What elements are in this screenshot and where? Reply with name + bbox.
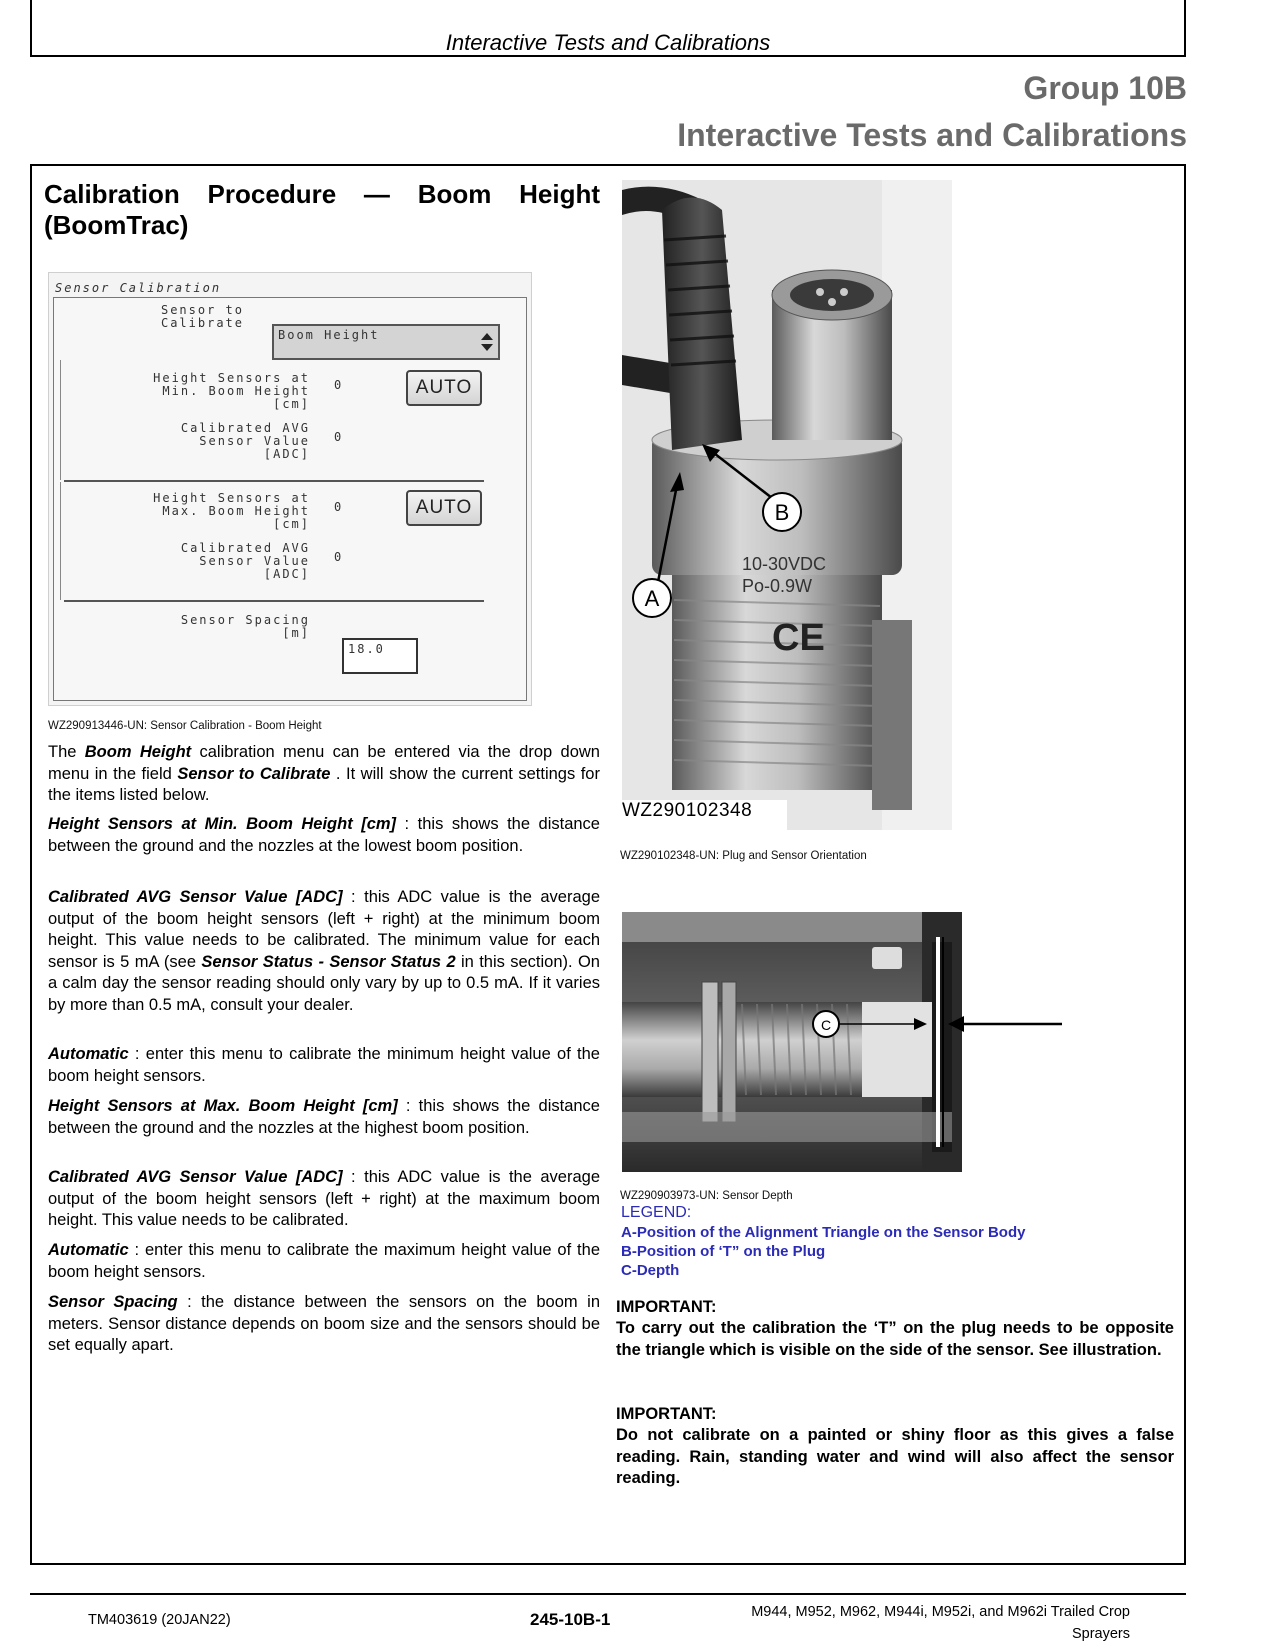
text: : this shows the distance between the ground and the nozzles at the lowest boom position. bbox=[48, 815, 600, 855]
footer-rule bbox=[30, 1593, 1186, 1595]
reference: Sensor Status - Sensor Status 2 bbox=[201, 952, 456, 971]
callout-b-label: B bbox=[774, 500, 790, 525]
section-bracket bbox=[60, 360, 65, 480]
dropdown-label bbox=[14, 304, 244, 330]
up-down-arrow-icon bbox=[480, 332, 494, 352]
screen-title: Sensor Calibration bbox=[55, 281, 222, 295]
term: Height Sensors at Max. Boom Height [cm] bbox=[48, 1097, 398, 1115]
text: calibration menu can be entered via the drop down menu in the field bbox=[48, 743, 600, 783]
max-avg-label-unit: [ADC] bbox=[263, 567, 310, 581]
callout-a-label: A bbox=[644, 586, 660, 611]
text: : this ADC value is the average output of the boom height sensors (left + right) at the maximum boom height. This value needs to be calibrated. bbox=[48, 1168, 600, 1229]
min-height-label-line1: Height Sensors at bbox=[153, 371, 310, 385]
voltage-label: 10-30VDC bbox=[742, 554, 827, 574]
screen-inner-panel bbox=[53, 297, 527, 701]
min-avg-label bbox=[80, 422, 310, 461]
max-avg-label-line2: Sensor Value bbox=[199, 554, 310, 568]
min-avg-value: 0 bbox=[334, 430, 344, 444]
important-text-2: Do not calibrate on a painted or shiny floor as this gives a false reading. Rain, standing water and wind will also affect the sensor reading. bbox=[616, 1426, 1174, 1487]
sensor-spacing-value: 18.0 bbox=[348, 642, 385, 656]
legend-item-a: A-Position of the Alignment Triangle on the Sensor Body bbox=[621, 1224, 1026, 1241]
dropdown-label-line2: Calibrate bbox=[160, 316, 244, 330]
term: Calibrated AVG Sensor Value [ADC] bbox=[48, 888, 343, 906]
photo2-caption: WZ290903973-UN: Sensor Depth bbox=[620, 1190, 793, 1202]
important-label-2: IMPORTANT: bbox=[616, 1405, 717, 1423]
dropdown-label-line1: Sensor to bbox=[160, 303, 244, 317]
footer-page-number: 245-10B-1 bbox=[530, 1610, 611, 1629]
sensor-spacing-input[interactable] bbox=[342, 638, 418, 674]
callout-c-label: C bbox=[820, 1017, 832, 1033]
paragraph-min-height bbox=[48, 814, 600, 857]
text: : this ADC value is the average output of the boom height sensors (left + right) at the minimum boom height. This value needs to be calibrated. The minimum value for each sensor is 5 mA (see bbox=[48, 888, 600, 971]
max-height-label-unit: [cm] bbox=[273, 517, 310, 531]
sensor-select-dropdown[interactable] bbox=[272, 324, 500, 360]
paragraph-max-height bbox=[48, 1096, 600, 1139]
text: : enter this menu to calibrate the maximum height value of the boom height sensors. bbox=[48, 1241, 600, 1281]
callout-c bbox=[813, 1011, 839, 1037]
sensor-depth-photo bbox=[622, 912, 1087, 1177]
term: Calibrated AVG Sensor Value [ADC] bbox=[48, 1168, 343, 1186]
separator bbox=[64, 480, 484, 482]
min-height-value: 0 bbox=[334, 378, 344, 392]
text: : this shows the distance between the ground and the nozzles at the highest boom position. bbox=[48, 1097, 600, 1137]
legend-item-c: C-Depth bbox=[621, 1262, 680, 1279]
min-height-label-unit: [cm] bbox=[273, 397, 310, 411]
plug-sensor-photo bbox=[622, 180, 952, 830]
group-number: Group 10B bbox=[1023, 70, 1187, 106]
photo1-caption: WZ290102348-UN: Plug and Sensor Orientation bbox=[620, 850, 867, 862]
important-text-1: To carry out the calibration the ‘T” on the plug needs to be opposite the triangle which is visible on the side of the sensor. See illustration. bbox=[616, 1319, 1174, 1359]
section-title-line2: (BoomTrac) bbox=[44, 210, 189, 240]
legend-item-b: B-Position of ‘T” on the Plug bbox=[621, 1243, 826, 1260]
max-height-value: 0 bbox=[334, 500, 344, 514]
footer-model-line1: M944, M952, M962, M944i, M952i, and M962i Trailed Crop bbox=[751, 1604, 1130, 1620]
term: Automatic bbox=[48, 1045, 129, 1063]
auto-min-button[interactable]: AUTO bbox=[406, 370, 482, 406]
max-height-label bbox=[80, 492, 310, 531]
power-label: Po-0.9W bbox=[742, 576, 813, 596]
text: The bbox=[48, 743, 85, 761]
separator bbox=[64, 600, 484, 602]
max-avg-label bbox=[80, 542, 310, 581]
legend-title: LEGEND: bbox=[621, 1204, 692, 1221]
group-title: Interactive Tests and Calibrations bbox=[677, 117, 1187, 153]
paragraph-sensor-spacing bbox=[48, 1292, 600, 1357]
dropdown-value: Boom Height bbox=[278, 328, 380, 342]
min-avg-label-line2: Sensor Value bbox=[199, 434, 310, 448]
min-avg-label-unit: [ADC] bbox=[263, 447, 310, 461]
sensor-spacing-label bbox=[80, 614, 310, 640]
screen-caption: WZ290913446-UN: Sensor Calibration - Boom Height bbox=[48, 720, 322, 732]
text: in this section). On a calm day the sensor reading should only vary by up to 0.5 mA. If it varies by more than 0.5 mA, consult your dealer. bbox=[48, 952, 600, 1014]
paragraph-intro bbox=[48, 742, 600, 807]
sensor-calibration-screen bbox=[48, 272, 532, 706]
ce-mark: CE bbox=[772, 617, 825, 659]
term: Boom Height bbox=[84, 743, 192, 761]
section-bracket bbox=[60, 482, 65, 600]
text: . It will show the current settings for the items listed below. bbox=[48, 764, 600, 804]
min-height-label-line2: Min. Boom Height bbox=[162, 384, 310, 398]
max-avg-label-line1: Calibrated AVG bbox=[180, 541, 310, 555]
max-height-label-line2: Max. Boom Height bbox=[162, 504, 310, 518]
paragraph-min-avg bbox=[48, 887, 600, 1016]
auto-max-button[interactable]: AUTO bbox=[406, 490, 482, 526]
text: : the distance between the sensors on the boom in meters. Sensor distance depends on boom size and the sensors should be set equally apart. bbox=[48, 1293, 600, 1354]
callout-b bbox=[763, 493, 801, 531]
important-label-1: IMPORTANT: bbox=[616, 1298, 717, 1316]
paragraph-automatic-max bbox=[48, 1240, 600, 1283]
text: : enter this menu to calibrate the minimum height value of the boom height sensors. bbox=[48, 1045, 600, 1085]
term: Sensor Spacing bbox=[48, 1293, 178, 1311]
term: Automatic bbox=[48, 1241, 129, 1259]
paragraph-automatic-min bbox=[48, 1044, 600, 1087]
running-head: Interactive Tests and Calibrations bbox=[445, 30, 771, 55]
max-avg-value: 0 bbox=[334, 550, 344, 564]
callout-a bbox=[633, 579, 671, 617]
footer-model-line2: Sprayers bbox=[1071, 1626, 1130, 1642]
sensor-spacing-label-line1: Sensor Spacing bbox=[180, 613, 310, 627]
paragraph-max-avg bbox=[48, 1167, 600, 1232]
photo-id-label bbox=[622, 800, 787, 830]
min-avg-label-line1: Calibrated AVG bbox=[180, 421, 310, 435]
term: Height Sensors at Min. Boom Height [cm] bbox=[48, 815, 397, 833]
photo-id-text: WZ290102348 bbox=[622, 800, 753, 821]
min-height-label bbox=[80, 372, 310, 411]
term: Sensor to Calibrate bbox=[177, 764, 331, 783]
sensor-spacing-label-unit: [m] bbox=[282, 626, 310, 640]
max-height-label-line1: Height Sensors at bbox=[153, 491, 310, 505]
section-title: Calibration Procedure — Boom Height bbox=[44, 179, 600, 209]
footer-doc-id: TM403619 (20JAN22) bbox=[88, 1612, 231, 1628]
footer-model bbox=[660, 1601, 1130, 1645]
